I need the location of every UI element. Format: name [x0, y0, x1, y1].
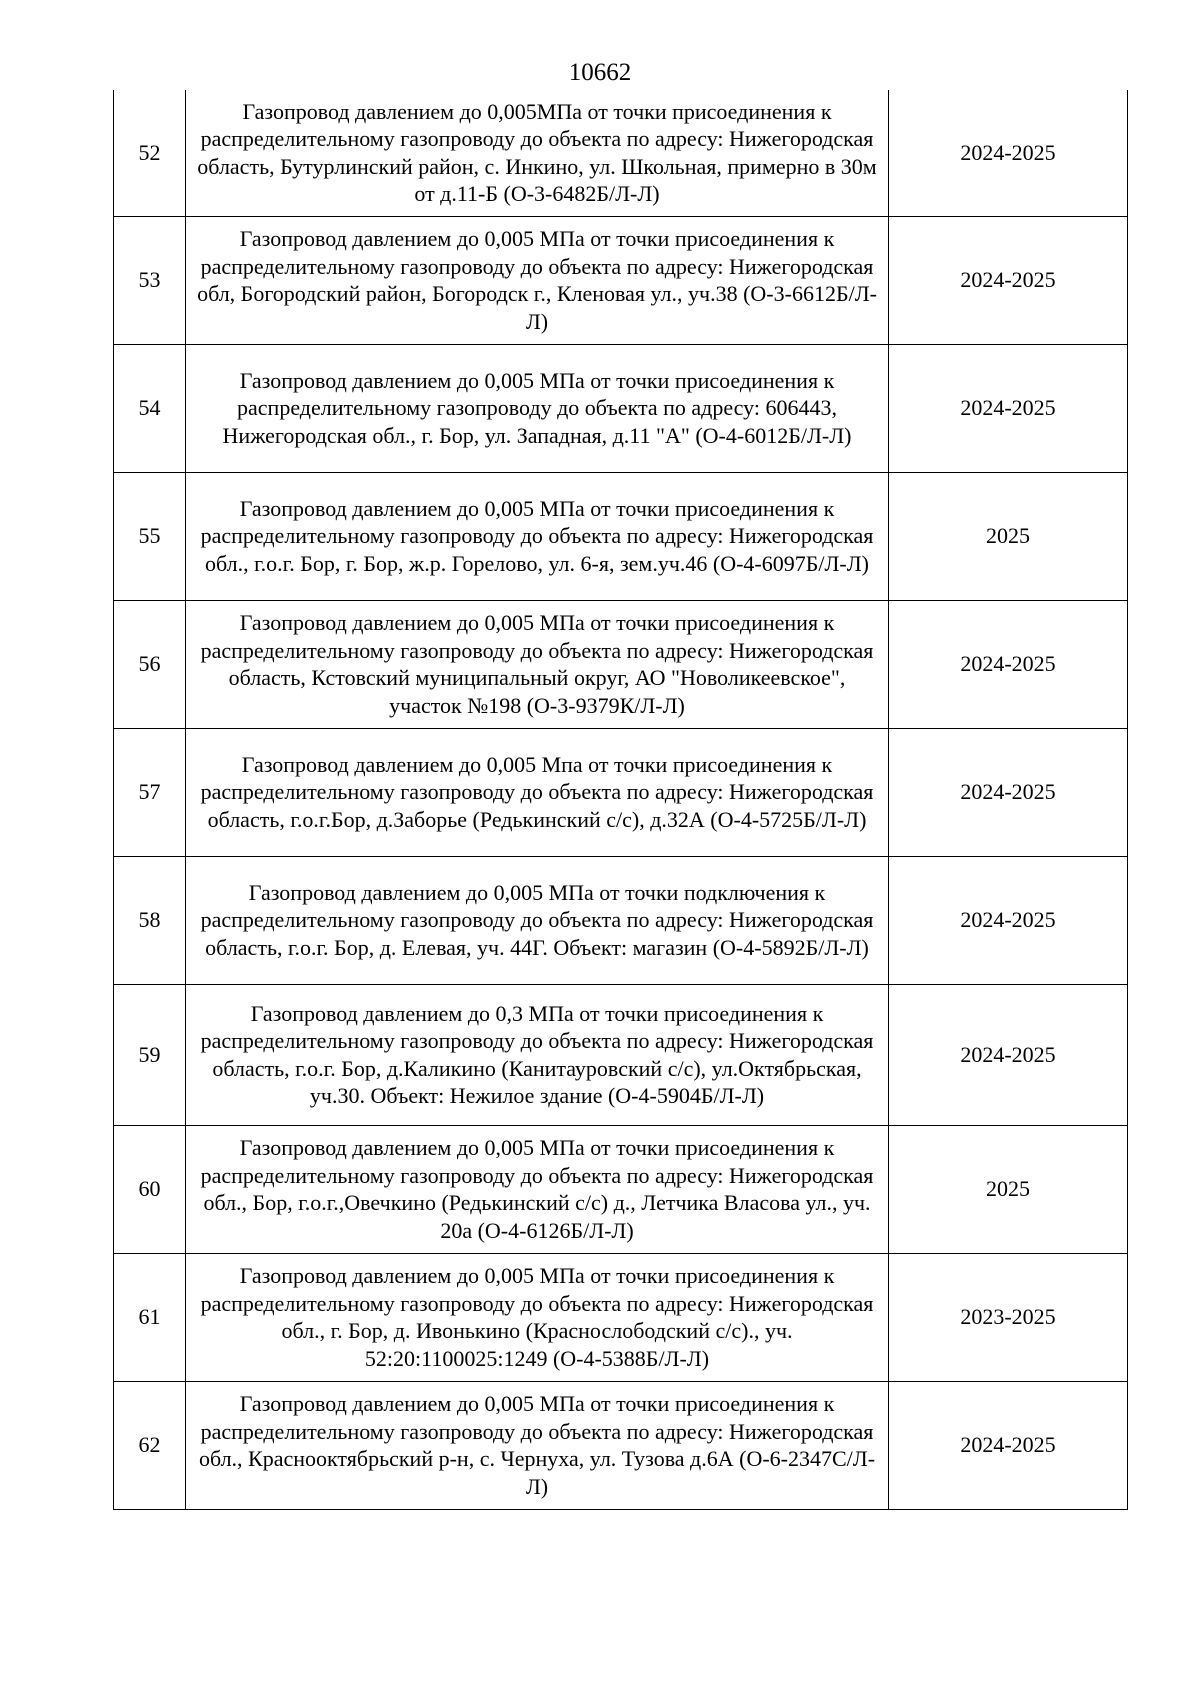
- table-row: [114, 856, 1128, 984]
- construction-period-cell: 2024-2025: [889, 216, 1128, 344]
- table-row: [114, 472, 1128, 600]
- row-number-cell: 59: [114, 984, 186, 1125]
- row-number-cell: 62: [114, 1381, 186, 1509]
- construction-period-cell: 2024-2025: [889, 984, 1128, 1125]
- object-description-cell: Газопровод давлением до 0,005 МПа от точки присоединения к распределительному газопроводу до объекта по адресу: Нижегородская область, Кстовский муниципальный округ, АО "Новоликеевское", участок №198 (О-3-9379К/Л-Л): [186, 600, 889, 728]
- row-number-cell: 61: [114, 1253, 186, 1381]
- row-number-cell: 54: [114, 344, 186, 472]
- table-row: [114, 984, 1128, 1125]
- object-description-cell: Газопровод давлением до 0,005 МПа от точки присоединения к распределительному газопроводу до объекта по адресу: Нижегородская обл., г. Бор, д. Ивонькино (Краснослободский с/с)., уч. 52:20:1100025:1249 (О-4-5388Б/Л-Л): [186, 1253, 889, 1381]
- row-number-cell: 55: [114, 472, 186, 600]
- object-table: [113, 90, 1128, 1510]
- construction-period-cell: 2024-2025: [889, 90, 1128, 216]
- construction-period-cell: 2023-2025: [889, 1253, 1128, 1381]
- object-description-cell: Газопровод давлением до 0,005 МПа от точки присоединения к распределительному газопроводу до объекта по адресу: Нижегородская обл, Богородский район, Богородск г., Кленовая ул., уч.38 (О-3-6612Б/Л-Л): [186, 216, 889, 344]
- row-number-cell: 52: [114, 90, 186, 216]
- object-description-cell: Газопровод давлением до 0,005 МПа от точки подключения к распределительному газопроводу до объекта по адресу: Нижегородская область, г.о.г. Бор, д. Елевая, уч. 44Г. Объект: магазин (О-4-5892Б/Л-Л): [186, 856, 889, 984]
- table-row: [114, 600, 1128, 728]
- table-row: [114, 1125, 1128, 1253]
- object-description-cell: Газопровод давлением до 0,005 МПа от точки присоединения к распределительному газопроводу до объекта по адресу: 606443, Нижегородская обл., г. Бор, ул. Западная, д.11 "А" (О-4-6012Б/Л-Л): [186, 344, 889, 472]
- construction-period-cell: 2025: [889, 472, 1128, 600]
- row-number-cell: 57: [114, 728, 186, 856]
- table-row: [114, 1253, 1128, 1381]
- construction-period-cell: 2024-2025: [889, 600, 1128, 728]
- construction-period-cell: 2025: [889, 1125, 1128, 1253]
- construction-period-cell: 2024-2025: [889, 728, 1128, 856]
- construction-period-cell: 2024-2025: [889, 344, 1128, 472]
- construction-period-cell: 2024-2025: [889, 1381, 1128, 1509]
- table-row: [114, 216, 1128, 344]
- row-number-cell: 60: [114, 1125, 186, 1253]
- object-description-cell: Газопровод давлением до 0,3 МПа от точки присоединения к распределительному газопроводу до объекта по адресу: Нижегородская область, г.о.г. Бор, д.Каликино (Канитауровский с/с), ул.Октябрьская, уч.30. Объект: Нежилое здание (О-4-5904Б/Л-Л): [186, 984, 889, 1125]
- object-description-cell: Газопровод давлением до 0,005МПа от точки присоединения к распределительному газопроводу до объекта по адресу: Нижегородская область, Бутурлинский район, с. Инкино, ул. Школьная, примерно в 30м от д.11-Б (О-3-6482Б/Л-Л): [186, 90, 889, 216]
- table-row: [114, 90, 1128, 216]
- object-description-cell: Газопровод давлением до 0,005 МПа от точки присоединения к распределительному газопроводу до объекта по адресу: Нижегородская обл., Бор, г.о.г.,Овечкино (Редькинский с/с) д., Летчика Власова ул., уч. 20а (О-4-6126Б/Л-Л): [186, 1125, 889, 1253]
- table-row: [114, 1381, 1128, 1509]
- row-number-cell: 56: [114, 600, 186, 728]
- object-description-cell: Газопровод давлением до 0,005 МПа от точки присоединения к распределительному газопроводу до объекта по адресу: Нижегородская обл., г.о.г. Бор, г. Бор, ж.р. Горелово, ул. 6-я, зем.уч.46 (О-4-6097Б/Л-Л): [186, 472, 889, 600]
- object-description-cell: Газопровод давлением до 0,005 Мпа от точки присоединения к распределительному газопроводу до объекта по адресу: Нижегородская область, г.о.г.Бор, д.Заборье (Редькинский с/с), д.32А (О-4-5725Б/Л-Л): [186, 728, 889, 856]
- table-row: [114, 344, 1128, 472]
- table-row: [114, 728, 1128, 856]
- page-number: 10662: [568, 59, 632, 86]
- construction-period-cell: 2024-2025: [889, 856, 1128, 984]
- row-number-cell: 53: [114, 216, 186, 344]
- row-number-cell: 58: [114, 856, 186, 984]
- object-description-cell: Газопровод давлением до 0,005 МПа от точки присоединения к распределительному газопроводу до объекта по адресу: Нижегородская обл., Краснооктябрьский р-н, с. Чернуха, ул. Тузова д.6А (О-6-2347С/Л-Л): [186, 1381, 889, 1509]
